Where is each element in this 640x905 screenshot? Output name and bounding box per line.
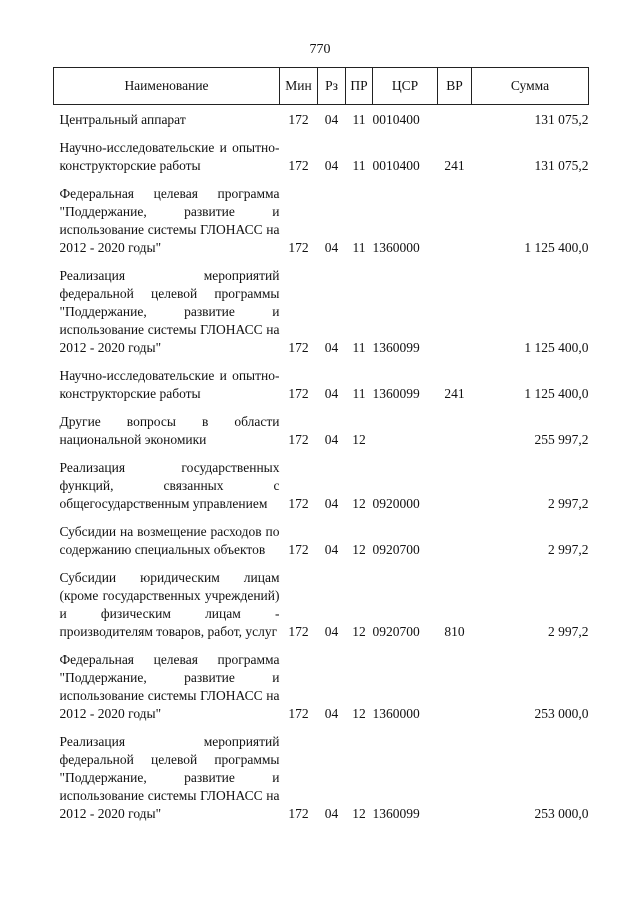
cell-min: 172 bbox=[288, 706, 309, 721]
cell-rz: 04 bbox=[324, 158, 339, 173]
cell-rz: 04 bbox=[324, 112, 339, 127]
cell-pr: 11 bbox=[352, 340, 366, 355]
cell-sum: 1 125 400,0 bbox=[524, 240, 589, 255]
cell-pr: 12 bbox=[352, 496, 366, 511]
header-min: Мин bbox=[280, 68, 318, 105]
cell-min: 172 bbox=[288, 240, 309, 255]
cell-name: Научно-исследовательские и опытно-конструкторские работы bbox=[59, 368, 280, 401]
cell-sum: 131 075,2 bbox=[534, 112, 589, 127]
table-row bbox=[54, 105, 589, 130]
table-row bbox=[54, 403, 589, 449]
budget-table bbox=[53, 67, 589, 823]
cell-rz: 04 bbox=[324, 432, 339, 447]
cell-csr: 1360099 bbox=[372, 806, 420, 821]
cell-csr: 1360099 bbox=[372, 386, 420, 401]
cell-name: Субсидии на возмещение расходов по содержанию специальных объектов bbox=[59, 524, 280, 557]
cell-csr: 0010400 bbox=[372, 158, 420, 173]
page-number: 770 bbox=[309, 42, 331, 57]
cell-name: Реализация мероприятий федеральной целевой программы "Поддержание, развитие и использование системы ГЛОНАСС на 2012 - 2020 годы" bbox=[59, 734, 280, 821]
header-rz: Рз bbox=[318, 68, 346, 105]
cell-vr bbox=[438, 105, 472, 130]
cell-csr: 1360000 bbox=[372, 240, 420, 255]
table-row bbox=[54, 513, 589, 559]
cell-sum: 1 125 400,0 bbox=[524, 386, 589, 401]
cell-pr: 11 bbox=[352, 386, 366, 401]
cell-pr: 12 bbox=[352, 432, 366, 447]
cell-csr: 0010400 bbox=[372, 112, 420, 127]
cell-rz: 04 bbox=[324, 706, 339, 721]
cell-rz: 04 bbox=[324, 806, 339, 821]
table-row bbox=[54, 129, 589, 175]
cell-name: Научно-исследовательские и опытно-конструкторские работы bbox=[59, 140, 280, 173]
cell-rz: 04 bbox=[324, 386, 339, 401]
cell-csr: 0920000 bbox=[372, 496, 420, 511]
cell-csr: 0920700 bbox=[372, 542, 420, 557]
cell-csr: 1360099 bbox=[372, 340, 420, 355]
cell-min: 172 bbox=[288, 432, 309, 447]
cell-vr bbox=[438, 175, 472, 257]
cell-rz: 04 bbox=[324, 542, 339, 557]
cell-pr: 11 bbox=[352, 158, 366, 173]
cell-vr bbox=[438, 513, 472, 559]
cell-csr bbox=[373, 403, 438, 449]
cell-pr: 11 bbox=[352, 112, 366, 127]
cell-name: Другие вопросы в области национальной экономики bbox=[59, 414, 280, 447]
table-row bbox=[54, 449, 589, 513]
table-row bbox=[54, 257, 589, 357]
cell-pr: 12 bbox=[352, 542, 366, 557]
cell-sum: 2 997,2 bbox=[548, 624, 589, 639]
cell-name: Субсидии юридическим лицам (кроме государственных учреждений) и физическим лицам - производителям товаров, работ, услуг bbox=[59, 570, 280, 639]
header-name: Наименование bbox=[54, 68, 280, 105]
table-row bbox=[54, 175, 589, 257]
header-sum: Сумма bbox=[472, 68, 589, 105]
cell-name: Федеральная целевая программа "Поддержание, развитие и использование системы ГЛОНАСС на 2012 - 2020 годы" bbox=[59, 186, 280, 255]
cell-sum: 131 075,2 bbox=[534, 158, 589, 173]
cell-vr bbox=[438, 257, 472, 357]
cell-name: Реализация государственных функций, связанных с общегосударственным управлением bbox=[59, 460, 280, 511]
header-pr: ПР bbox=[346, 68, 373, 105]
header-csr: ЦСР bbox=[373, 68, 438, 105]
cell-sum: 253 000,0 bbox=[534, 806, 589, 821]
cell-min: 172 bbox=[288, 542, 309, 557]
cell-pr: 12 bbox=[352, 706, 366, 721]
cell-rz: 04 bbox=[324, 240, 339, 255]
cell-sum: 2 997,2 bbox=[548, 542, 589, 557]
cell-vr bbox=[438, 641, 472, 723]
table-row bbox=[54, 641, 589, 723]
cell-vr: 241 bbox=[444, 158, 465, 173]
cell-csr: 0920700 bbox=[372, 624, 420, 639]
table-row bbox=[54, 723, 589, 823]
cell-pr: 12 bbox=[352, 806, 366, 821]
cell-min: 172 bbox=[288, 340, 309, 355]
cell-min: 172 bbox=[288, 158, 309, 173]
cell-vr: 810 bbox=[444, 624, 465, 639]
cell-sum: 255 997,2 bbox=[534, 432, 589, 447]
cell-rz: 04 bbox=[324, 496, 339, 511]
cell-sum: 253 000,0 bbox=[534, 706, 589, 721]
table-row bbox=[54, 357, 589, 403]
cell-min: 172 bbox=[288, 112, 309, 127]
cell-min: 172 bbox=[288, 806, 309, 821]
header-vr: ВР bbox=[438, 68, 472, 105]
table-body bbox=[54, 105, 589, 824]
cell-vr: 241 bbox=[444, 386, 465, 401]
cell-sum: 1 125 400,0 bbox=[524, 340, 589, 355]
table-header bbox=[54, 68, 589, 105]
cell-rz: 04 bbox=[324, 624, 339, 639]
cell-vr bbox=[438, 403, 472, 449]
cell-pr: 11 bbox=[352, 240, 366, 255]
cell-sum: 2 997,2 bbox=[548, 496, 589, 511]
cell-name: Федеральная целевая программа "Поддержание, развитие и использование системы ГЛОНАСС на 2012 - 2020 годы" bbox=[59, 652, 280, 721]
cell-rz: 04 bbox=[324, 340, 339, 355]
cell-vr bbox=[438, 723, 472, 823]
cell-pr: 12 bbox=[352, 624, 366, 639]
cell-min: 172 bbox=[288, 386, 309, 401]
cell-min: 172 bbox=[288, 496, 309, 511]
table-row bbox=[54, 559, 589, 641]
cell-name: Реализация мероприятий федеральной целевой программы "Поддержание, развитие и использование системы ГЛОНАСС на 2012 - 2020 годы" bbox=[59, 268, 280, 355]
cell-min: 172 bbox=[288, 624, 309, 639]
cell-name: Центральный аппарат bbox=[59, 112, 186, 127]
cell-csr: 1360000 bbox=[372, 706, 420, 721]
cell-vr bbox=[438, 449, 472, 513]
